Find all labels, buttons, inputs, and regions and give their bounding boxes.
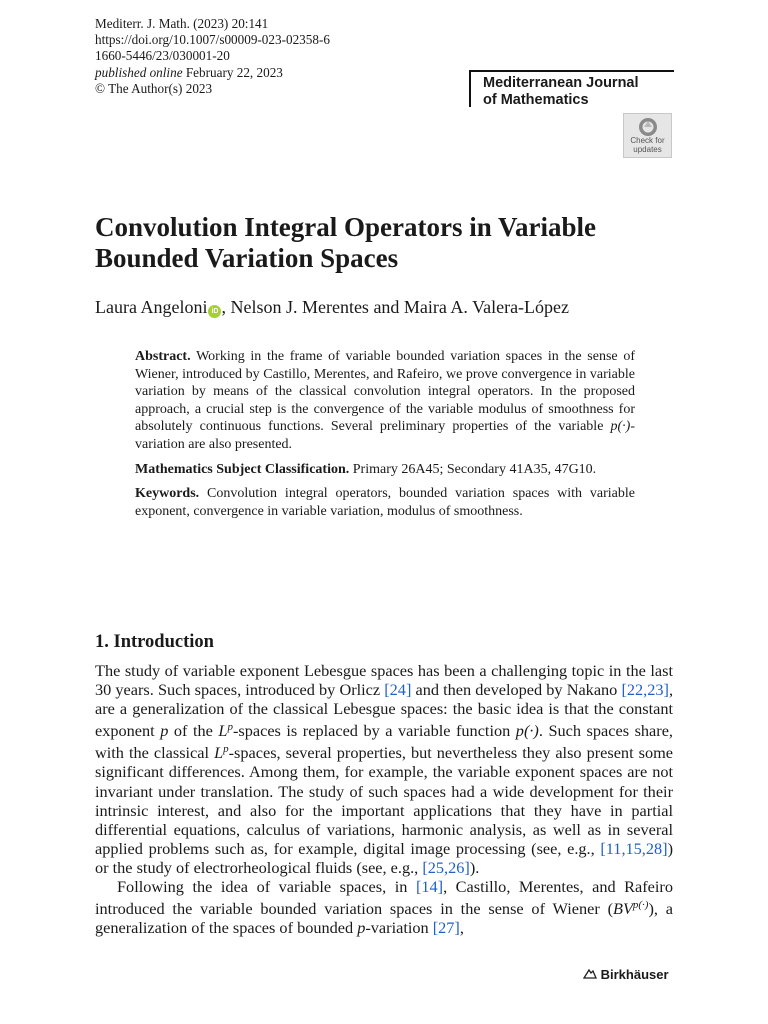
publisher-footer <box>583 967 669 982</box>
text: -variation <box>365 918 433 938</box>
abstract-text-2: -variation are also presented. <box>135 419 635 452</box>
msc-label: Mathematics Subject Classification. <box>135 461 350 477</box>
math-symbol: L <box>218 721 228 741</box>
text: , Castillo, Merentes, and Rafeiro introduced the variable bounded variation spaces in the sense of Wiener ( <box>95 877 673 919</box>
published-label: published online <box>95 64 183 80</box>
math-superscript: p(·) <box>632 899 649 912</box>
text: ). <box>469 857 480 877</box>
published-date: February 22, 2023 <box>185 64 283 80</box>
keywords-text: Convolution integral operators, bounded variation spaces with variable exponent, convergence in variable variation, modulus of smoothness. <box>135 486 635 519</box>
text: , are a generalization of the classical Lebesgue spaces: the basic idea is that the constant exponent <box>95 680 674 741</box>
msc-text: Primary 26A45; Secondary 41A35, 47G10. <box>352 461 597 477</box>
text: and then developed by Nakano <box>411 680 622 700</box>
journal-name-line2: of Mathematics <box>483 92 589 108</box>
abstract-label: Abstract. <box>135 349 191 364</box>
authors-rest: , Nelson J. Merentes and Maira A. Valera-López <box>221 297 570 317</box>
article-metadata <box>95 16 330 97</box>
citation-link[interactable]: [27] <box>432 918 460 938</box>
text: The study of variable exponent Lebesgue spaces has been a challenging topic in the last 30 years. Such spaces, introduced by Orlicz <box>95 661 673 700</box>
check-for-updates-badge[interactable] <box>623 113 672 158</box>
citation-link[interactable]: [24] <box>384 680 412 700</box>
doi-link[interactable]: https://doi.org/10.1007/s00009-023-02358-6 <box>95 32 330 48</box>
math-symbol: p <box>357 918 366 938</box>
section-heading-introduction: 1. Introduction <box>95 632 214 652</box>
citation-link[interactable]: [14] <box>415 877 444 897</box>
math-symbol: BV <box>613 899 633 919</box>
keywords-paragraph <box>135 485 635 520</box>
citation: Mediterr. J. Math. (2023) 20:141 <box>95 16 269 31</box>
msc-paragraph <box>135 461 635 479</box>
issn-line: 1660-5446/23/030001-20 <box>95 48 230 64</box>
publisher-name: Birkhäuser <box>600 967 669 982</box>
title-line-2: Bounded Variation Spaces <box>95 243 399 273</box>
citation-link[interactable]: [11,15,28] <box>600 838 668 858</box>
author-angeloni: Laura Angeloni <box>95 297 208 317</box>
abstract-block <box>135 348 635 527</box>
orcid-icon[interactable]: iD <box>208 305 221 318</box>
check-updates-text-2: updates <box>633 144 662 154</box>
text: ), a generalization of the spaces of bounded <box>95 899 673 938</box>
math-symbol: p <box>160 721 169 741</box>
text: Following the idea of variable spaces, in <box>117 877 416 897</box>
copyright: © The Author(s) 2023 <box>95 80 213 96</box>
citation-link[interactable]: [25,26] <box>422 857 470 877</box>
journal-name <box>469 70 674 107</box>
text: ) or the study of electrorheological fluids (see, e.g., <box>95 838 673 877</box>
abstract-math: p(·) <box>610 419 631 435</box>
author-list <box>95 297 569 318</box>
journal-name-line1: Mediterranean Journal <box>483 75 639 91</box>
abstract-text-1: Working in the frame of variable bounded variation spaces in the sense of Wiener, introduced by Castillo, Merentes, and Rafeiro, we prove convergence in variable variation by means of the classical convolution integral operators. In the proposed approach, a crucial step is the convergence of the variable modulus of smoothness for absolutely continuous functions. Several preliminary properties of the variable <box>135 349 636 435</box>
math-symbol: L <box>214 743 224 763</box>
abstract-paragraph <box>135 348 635 454</box>
published-line <box>95 65 330 81</box>
birkhauser-logo-icon <box>583 968 597 980</box>
citation-link[interactable]: [22,23] <box>621 680 669 700</box>
title-line-1: Convolution Integral Operators in Variable <box>95 212 597 242</box>
intro-paragraph-2 <box>95 877 673 937</box>
text: of the <box>168 721 219 741</box>
text: , <box>459 918 464 938</box>
intro-paragraph-1 <box>95 661 673 877</box>
text: -spaces, several properties, but nevertheless they also present some significant differences. Among them, for example, the variable exponent spaces are not invariant under translation. The study of such spaces had a wide development for their intrinsic interest, and also for the important applications that they have in partial differential equations, calculus of variations, harmonic analysis, as well as in several applied problems such as, for example, digital image processing (see, e.g., <box>95 743 673 858</box>
math-superscript: p <box>223 743 229 756</box>
text: -spaces is replaced by a variable function <box>232 721 516 741</box>
keywords-label: Keywords. <box>135 486 200 502</box>
check-updates-icon <box>638 117 658 137</box>
text: . Such spaces share, with the classical <box>95 721 673 763</box>
introduction-body <box>95 661 673 937</box>
check-updates-text-1: Check for <box>630 136 665 145</box>
paper-title <box>95 212 695 274</box>
math-superscript: p <box>227 721 233 734</box>
math-symbol: p(·) <box>515 721 539 741</box>
